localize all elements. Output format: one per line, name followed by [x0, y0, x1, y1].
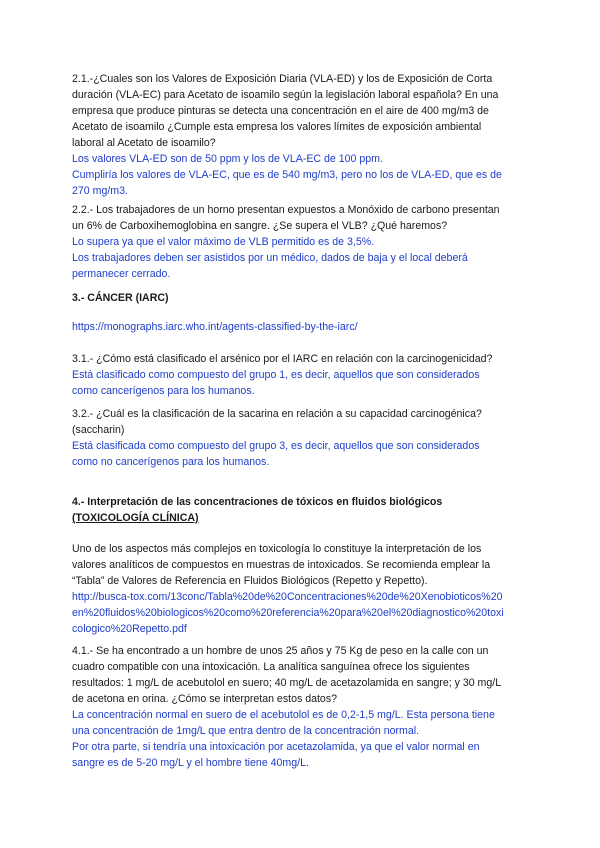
- iarc-link[interactable]: https://monographs.iarc.who.int/agents-classified-by-the-iarc/: [72, 321, 358, 333]
- answer-text: una concentración de 1mg/L que entra dentro de la concentración normal.: [72, 725, 420, 737]
- question-text: de acetona en orina. ¿Cómo se interpretan estos datos?: [72, 693, 338, 705]
- answer-text: como cancerígenos para los humanos.: [72, 385, 255, 397]
- question-text: duración (VLA-EC) para Acetato de isoamilo según la legislación laboral española? En una: [72, 89, 499, 101]
- answer-text: La concentración normal en suero de el acebutolol es de 0,2-1,5 mg/L. Esta persona tiene: [72, 709, 495, 721]
- repetto-link[interactable]: en%20fluidos%20biologicos%20como%20referencia%20para%20el%20diagnostico%20toxi: [72, 607, 504, 619]
- section-3: [72, 290, 532, 306]
- answer-text: Los trabajadores deben ser asistidos por un médico, dados de baja y el local deberá: [72, 252, 468, 264]
- repetto-link[interactable]: http://busca-tox.com/13conc/Tabla%20de%20Concentraciones%20de%20Xenobioticos%20: [72, 591, 503, 603]
- question-text: laboral al Acetato de isoamilo?: [72, 137, 216, 149]
- answer-text: Está clasificada como compuesto del grupo 3, es decir, aquellos que son considerados: [72, 440, 480, 452]
- answer-text: Los valores VLA-ED son de 50 ppm y los de VLA-EC de 100 ppm.: [72, 153, 383, 165]
- question-text: 3.2.- ¿Cuál es la clasificación de la sacarina en relación a su capacidad carcinogénica?: [72, 408, 482, 420]
- repetto-link[interactable]: cologico%20Repetto.pdf: [72, 623, 187, 635]
- answer-text: Está clasificado como compuesto del grupo 1, es decir, aquellos que son considerados: [72, 369, 480, 381]
- section-4-intro: [72, 541, 532, 637]
- question-text: resultados: 1 mg/L de acebutolol en suero; 40 mg/L de acetazolamida en sangre; y 30 mg/L: [72, 677, 502, 689]
- section-4: [72, 494, 532, 526]
- question-text: un 6% de Carboxihemoglobina en sangre. ¿Se supera el VLB? ¿Qué haremos?: [72, 220, 448, 232]
- section-4-heading: 4.- Interpretación de las concentraciones de tóxicos en fluidos biológicos: [72, 496, 443, 508]
- question-text: empresa que produce pinturas se detecta una concentración en el aire de 400 mg/m3 de: [72, 105, 489, 117]
- question-2-2: [72, 202, 532, 282]
- question-3-1: [72, 351, 532, 399]
- answer-text: Lo supera ya que el valor máximo de VLB permitido es de 3,5%.: [72, 236, 375, 248]
- question-text: (saccharin): [72, 424, 125, 436]
- intro-text: “Tabla” de Valores de Referencia en Fluidos Biológicos (Repetto y Repetto).: [72, 575, 428, 587]
- question-text: Acetato de isoamilo ¿Cumple esta empresa los valores límites de exposición ambiental: [72, 121, 482, 133]
- question-text: 4.1.- Se ha encontrado a un hombre de unos 25 años y 75 Kg de peso en la calle con un: [72, 645, 489, 657]
- question-4-1: [72, 643, 532, 771]
- section-3-heading: 3.- CÁNCER (IARC): [72, 292, 169, 304]
- question-text: 2.2.- Los trabajadores de un horno presentan expuestos a Monóxido de carbono presentan: [72, 204, 500, 216]
- answer-text: como no cancerígenos para los humanos.: [72, 456, 270, 468]
- answer-text: Por otra parte, si tendría una intoxicación por acetazolamida, ya que el valor normal en: [72, 741, 480, 753]
- intro-text: valores analíticos de compuestos en muestras de intoxicados. Se recomienda emplear la: [72, 559, 491, 571]
- answer-text: sangre es de 5-20 mg/L y el hombre tiene 40mg/L.: [72, 757, 309, 769]
- section-4-subheading: (TOXICOLOGÍA CLÍNICA): [72, 512, 199, 524]
- question-text: 2.1.-¿Cuales son los Valores de Exposición Diaria (VLA-ED) y los de Exposición de Corta: [72, 73, 493, 85]
- answer-text: permanecer cerrado.: [72, 268, 171, 280]
- answer-text: 270 mg/m3.: [72, 185, 128, 197]
- question-text: cuadro compatible con una intoxicación. La analítica sanguínea ofrece los siguientes: [72, 661, 470, 673]
- question-text: 3.1.- ¿Cómo está clasificado el arsénico por el IARC en relación con la carcinogenicidad?: [72, 353, 493, 365]
- question-3-2: [72, 406, 532, 470]
- intro-text: Uno de los aspectos más complejos en toxicología lo constituye la interpretación de los: [72, 543, 482, 555]
- answer-text: Cumpliría los valores de VLA-EC, que es de 540 mg/m3, pero no los de VLA-ED, que es de: [72, 169, 502, 181]
- question-2-1: [72, 71, 532, 199]
- iarc-link-block: [72, 319, 532, 335]
